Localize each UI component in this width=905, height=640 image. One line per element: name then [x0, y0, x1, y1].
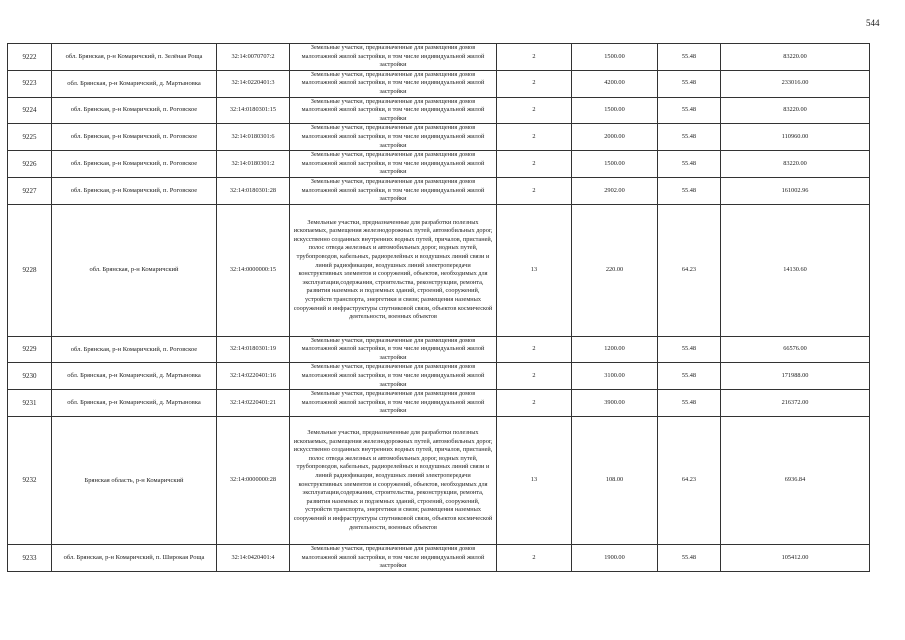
row-address: обл. Брянская, р-н Комаричский, п. Зелёная Роща	[52, 44, 217, 71]
row-specific-value: 55.48	[658, 70, 721, 97]
row-number: 9227	[8, 177, 52, 204]
row-cadastral-value: 66576.00	[721, 336, 870, 363]
row-use-group: 2	[497, 124, 572, 151]
row-number: 9224	[8, 97, 52, 124]
row-address: обл. Брянская, р-н Комаричский, п. Роговское	[52, 177, 217, 204]
row-number: 9228	[8, 204, 52, 336]
row-area: 1900.00	[572, 545, 658, 572]
land-register-table	[7, 43, 870, 572]
table-row	[8, 177, 870, 204]
row-use-group: 2	[497, 363, 572, 390]
row-address: обл. Брянская, р-н Комаричский, д. Мартыновка	[52, 70, 217, 97]
row-address: обл. Брянская, р-н Комаричский, п. Роговское	[52, 336, 217, 363]
row-specific-value: 55.48	[658, 545, 721, 572]
table-row	[8, 151, 870, 178]
row-specific-value: 55.48	[658, 151, 721, 178]
row-land-use-description: Земельные участки, предназначенные для размещения домов малоэтажной жилой застройки, в том числе индивидуальной жилой застройки	[290, 151, 497, 178]
row-cadastral-number: 32:14:0000000:15	[217, 204, 290, 336]
row-number: 9226	[8, 151, 52, 178]
row-number: 9223	[8, 70, 52, 97]
row-area: 1500.00	[572, 97, 658, 124]
row-specific-value: 55.48	[658, 44, 721, 71]
table-row	[8, 97, 870, 124]
row-cadastral-value: 14130.60	[721, 204, 870, 336]
table-row	[8, 44, 870, 71]
row-land-use-description: Земельные участки, предназначенные для размещения домов малоэтажной жилой застройки, в том числе индивидуальной жилой застройки	[290, 44, 497, 71]
row-number: 9233	[8, 545, 52, 572]
row-cadastral-number: 32:14:0180301:6	[217, 124, 290, 151]
table-row	[8, 70, 870, 97]
table-row	[8, 204, 870, 336]
row-specific-value: 55.48	[658, 336, 721, 363]
row-number: 9232	[8, 417, 52, 545]
row-address: обл. Брянская, р-н Комаричский, п. Роговское	[52, 151, 217, 178]
row-use-group: 2	[497, 151, 572, 178]
row-cadastral-number: 32:14:0220401:16	[217, 363, 290, 390]
table-row	[8, 390, 870, 417]
row-use-group: 2	[497, 44, 572, 71]
row-use-group: 13	[497, 204, 572, 336]
page-number: 544	[866, 18, 880, 28]
row-land-use-description: Земельные участки, предназначенные для размещения домов малоэтажной жилой застройки, в том числе индивидуальной жилой застройки	[290, 363, 497, 390]
row-use-group: 2	[497, 97, 572, 124]
row-cadastral-value: 216372.00	[721, 390, 870, 417]
row-number: 9225	[8, 124, 52, 151]
row-cadastral-value: 83220.00	[721, 44, 870, 71]
row-cadastral-number: 32:14:0000000:28	[217, 417, 290, 545]
row-area: 2902.00	[572, 177, 658, 204]
row-cadastral-number: 32:14:0180301:28	[217, 177, 290, 204]
row-cadastral-value: 83220.00	[721, 97, 870, 124]
row-use-group: 13	[497, 417, 572, 545]
row-specific-value: 55.48	[658, 124, 721, 151]
row-address: обл. Брянская, р-н Комаричский, п. Роговское	[52, 97, 217, 124]
row-land-use-description: Земельные участки, предназначенные для размещения домов малоэтажной жилой застройки, в том числе индивидуальной жилой застройки	[290, 97, 497, 124]
row-area: 1200.00	[572, 336, 658, 363]
row-cadastral-value: 233016.00	[721, 70, 870, 97]
row-number: 9230	[8, 363, 52, 390]
row-cadastral-value: 110960.00	[721, 124, 870, 151]
row-area: 108.00	[572, 417, 658, 545]
row-cadastral-value: 83220.00	[721, 151, 870, 178]
row-cadastral-value: 6936.84	[721, 417, 870, 545]
table-row	[8, 545, 870, 572]
row-land-use-description: Земельные участки, предназначенные для разработки полезных ископаемых, размещения железнодорожных путей, автомобильных дорог, искусственно созданных внутренних водных путей, причалов, пристаней, полос отвода железных и автомобильных дорог, водных путей, трубопроводов, кабельных, радиорелейных и воздушных линий связи и линий радиофикации, воздушных линий электропередачи конструктивных элементов и сооружений, объектов, необходимых для эксплуатации,содержания, строительства, реконструкции, ремонта, развития наземных и подземных зданий, строений, сооружений, устройств транспорта, энергетики и связи; размещения наземных сооружений и инфраструктуры спутниковой связи, объектов космической деятельности, военных объектов	[290, 204, 497, 336]
row-land-use-description: Земельные участки, предназначенные для разработки полезных ископаемых, размещения железнодорожных путей, автомобильных дорог, искусственно созданных внутренних водных путей, причалов, пристаней, полос отвода железных и автомобильных дорог, водных путей, трубопроводов, кабельных, радиорелейных и воздушных линий связи и линий радиофикации, воздушных линий электропередачи конструктивных элементов и сооружений, объектов, необходимых для эксплуатации,содержания, строительства, реконструкции, ремонта, развития наземных и подземных зданий, строений, сооружений, устройств транспорта, энергетики и связи; размещения наземных сооружений и инфраструктуры спутниковой связи, объектов космической деятельности, военных объектов	[290, 417, 497, 545]
row-specific-value: 64.23	[658, 204, 721, 336]
row-cadastral-number: 32:14:0220401:3	[217, 70, 290, 97]
row-area: 4200.00	[572, 70, 658, 97]
row-land-use-description: Земельные участки, предназначенные для размещения домов малоэтажной жилой застройки, в том числе индивидуальной жилой застройки	[290, 390, 497, 417]
row-land-use-description: Земельные участки, предназначенные для размещения домов малоэтажной жилой застройки, в том числе индивидуальной жилой застройки	[290, 70, 497, 97]
row-area: 3900.00	[572, 390, 658, 417]
row-use-group: 2	[497, 336, 572, 363]
table-row	[8, 336, 870, 363]
row-address: обл. Брянская, р-н Комаричский, д. Мартыновка	[52, 363, 217, 390]
row-area: 220.00	[572, 204, 658, 336]
row-specific-value: 55.48	[658, 390, 721, 417]
row-use-group: 2	[497, 390, 572, 417]
table-row	[8, 363, 870, 390]
row-land-use-description: Земельные участки, предназначенные для размещения домов малоэтажной жилой застройки, в том числе индивидуальной жилой застройки	[290, 336, 497, 363]
row-cadastral-number: 32:14:0420401:4	[217, 545, 290, 572]
row-cadastral-number: 32:14:0180301:19	[217, 336, 290, 363]
row-cadastral-number: 32:14:0220401:21	[217, 390, 290, 417]
row-area: 1500.00	[572, 44, 658, 71]
row-cadastral-value: 105412.00	[721, 545, 870, 572]
row-cadastral-value: 161002.96	[721, 177, 870, 204]
row-number: 9222	[8, 44, 52, 71]
row-cadastral-number: 32:14:0180301:15	[217, 97, 290, 124]
row-address: обл. Брянская, р-н Комаричский, д. Мартыновка	[52, 390, 217, 417]
row-use-group: 2	[497, 177, 572, 204]
row-land-use-description: Земельные участки, предназначенные для размещения домов малоэтажной жилой застройки, в том числе индивидуальной жилой застройки	[290, 177, 497, 204]
row-specific-value: 64.23	[658, 417, 721, 545]
row-land-use-description: Земельные участки, предназначенные для размещения домов малоэтажной жилой застройки, в том числе индивидуальной жилой застройки	[290, 124, 497, 151]
table-row	[8, 417, 870, 545]
row-area: 3100.00	[572, 363, 658, 390]
row-use-group: 2	[497, 545, 572, 572]
row-number: 9229	[8, 336, 52, 363]
row-number: 9231	[8, 390, 52, 417]
row-address: Брянская область, р-н Комаричский	[52, 417, 217, 545]
row-address: обл. Брянская, р-н Комаричский	[52, 204, 217, 336]
row-cadastral-number: 32:14:0180301:2	[217, 151, 290, 178]
row-use-group: 2	[497, 70, 572, 97]
row-cadastral-number: 32:14:0070707:2	[217, 44, 290, 71]
row-address: обл. Брянская, р-н Комаричский, п. Широкая Роща	[52, 545, 217, 572]
row-specific-value: 55.48	[658, 97, 721, 124]
table-row	[8, 124, 870, 151]
row-area: 2000.00	[572, 124, 658, 151]
row-cadastral-value: 171988.00	[721, 363, 870, 390]
row-specific-value: 55.48	[658, 177, 721, 204]
row-specific-value: 55.48	[658, 363, 721, 390]
row-address: обл. Брянская, р-н Комаричский, п. Роговское	[52, 124, 217, 151]
row-area: 1500.00	[572, 151, 658, 178]
row-land-use-description: Земельные участки, предназначенные для размещения домов малоэтажной жилой застройки, в том числе индивидуальной жилой застройки	[290, 545, 497, 572]
